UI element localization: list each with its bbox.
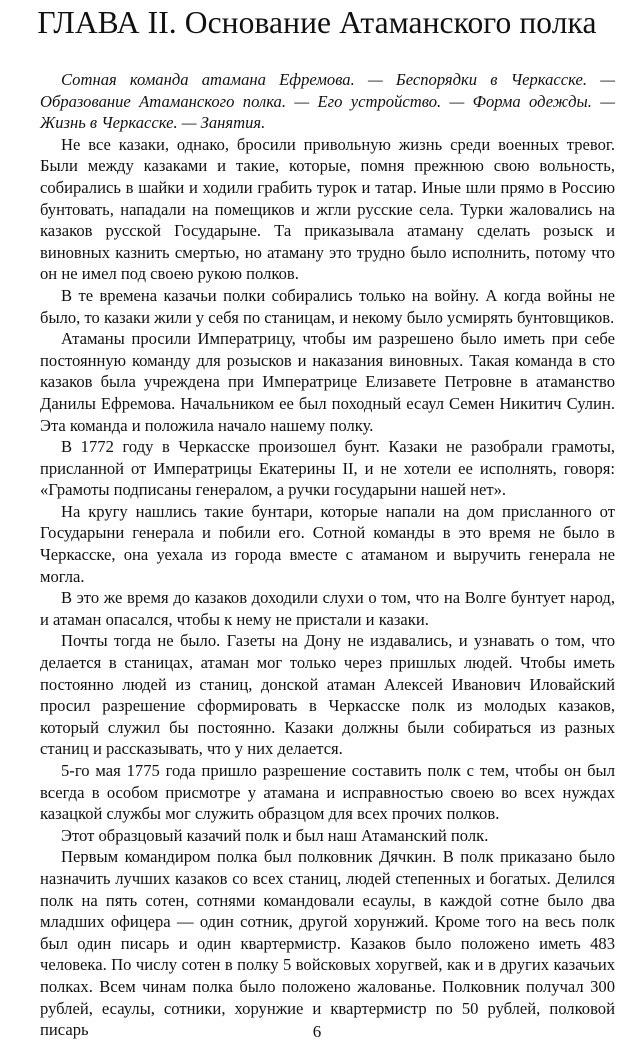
paragraph: В 1772 году в Черкасске произошел бунт. Казаки не разобрали грамоты, присланной от Императрицы Екатерины II, и не хотели ее исполнять, говоря: «Грамоты подписаны генералом, а ручки государыни нашей нет». (40, 437, 615, 500)
paragraph: Не все казаки, однако, бросили привольную жизнь среди военных тревог. Были между казаками и такие, которые, помня прежнюю свою вольность, собирались в шайки и ходили грабить турок и татар. Иные шли прямо в Россию бунтовать, нападали на помещиков и жгли русские села. Турки жаловались на казаков русской Государыне. Та приказывала атаману сделать розыск и виновных казнить смертью, но атаману это трудно было исполнить, потому что он не имел под своею рукою полков. (40, 134, 615, 284)
page-number: 6 (312, 1022, 322, 1041)
paragraph: Этот образцовый казачий полк и был наш Атаманский полк. (61, 825, 489, 845)
chapter-body (40, 69, 615, 1041)
paragraph: 5-го мая 1775 года пришло разрешение составить полк с тем, чтобы он был всегда в особом присмотре у атамана и исправностью своею во всех нуждах казацкой службы мог служить образцом для всех прочих полков. (40, 761, 615, 824)
chapter-summary: Сотная команда атамана Ефремова. — Беспорядки в Черкасске. — Образование Атаманского полка. — Его устройство. — Форма одежды. — Жизнь в Черкасске. — Занятия. (40, 70, 615, 133)
paragraph: Атаманы просили Императрицу, чтобы им разрешено было иметь при себе постоянную команду для розысков и наказания виновных. Такая команда в сто казаков была учреждена при Императрице Елизавете Петровне в атаманство Данилы Ефремова. Начальником ее был походный есаул Семен Никитич Сулин. Эта команда и положила начало нашему полку. (40, 329, 615, 435)
chapter-title: ГЛАВА II. Основание Атаманского полка (37, 5, 597, 40)
paragraph: Почты тогда не было. Газеты на Дону не издавались, и узнавать о том, что делается в станицах, атаман мог только через пришлых людей. Чтобы иметь постоянно людей из станиц, донской атаман Алексей Иванович Иловайский просил разрешение сформировать в Черкасске полк из молодых казаков, который служил бы постоянно. Казаки должны были собираться из разных станиц и рассказывать, что у них делается. (40, 631, 615, 759)
paragraph: На кругу нашлись такие бунтари, которые напали на дом присланного от Государыни генерала и побили его. Сотной команды в это время не было в Черкасске, она уехала из города вместе с атаманом и выручить генерала не могла. (40, 501, 615, 586)
paragraph: В те времена казачьи полки собирались только на войну. А когда войны не было, то казаки жили у себя по станицам, и некому было усмирять бунтовщиков. (40, 285, 615, 327)
paragraph: Первым командиром полка был полковник Дячкин. В полк приказано было назначить лучших казаков со всех станиц, людей степенных и богатых. Делился полк на пять сотен, сотнями командовали есаулы, в каждой сотне было два младших офицера — один сотник, другой хорунжий. Кроме того на весь полк был один писарь и один квартермистр. Казаков было положено иметь 483 человека. По числу сотен в полку 5 войсковых хоругвей, как и в других казачьих полках. Всем чинам полка было положено жалованье. Полковник получал 300 рублей, есаулы, сотники, хорунжие и квартермистр по 50 рублей, полковой писарь (40, 847, 615, 1040)
paragraph: В это же время до казаков доходили слухи о том, что на Волге бунтует народ, и атаман опасался, чтобы к нему не пристали и казаки. (40, 588, 615, 629)
